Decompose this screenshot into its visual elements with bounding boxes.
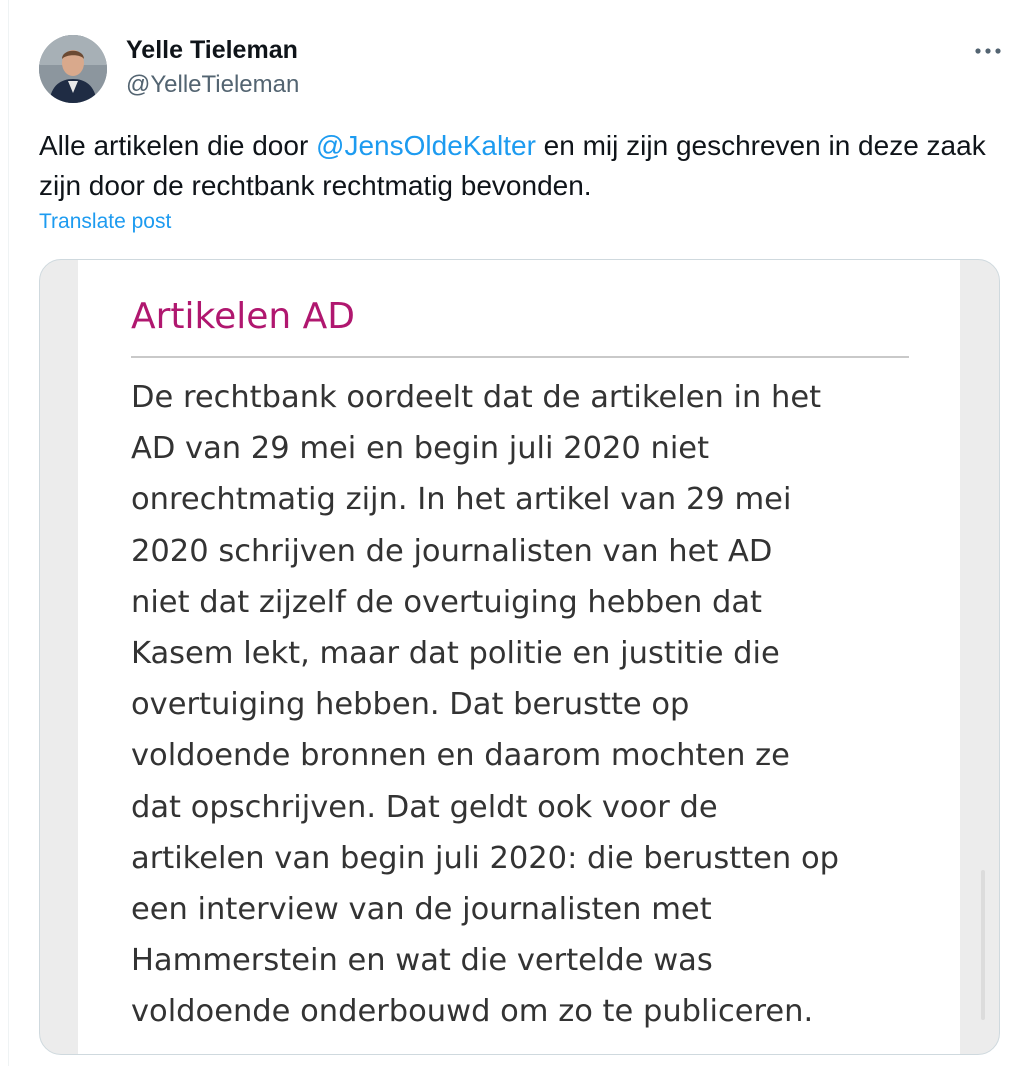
article-line: niet dat zijzelf de overtuiging hebben dat [131, 584, 762, 620]
article-line: voldoende onderbouwd om zo te publiceren. [131, 994, 814, 1030]
author-name[interactable]: Yelle Tieleman [126, 36, 298, 64]
article-line: dat opschrijven. Dat geldt ook voor de [131, 789, 718, 825]
tweet-text [39, 126, 999, 206]
document-page [78, 260, 960, 1055]
article-body [131, 372, 931, 1038]
avatar[interactable] [39, 35, 107, 103]
article-heading: Artikelen AD [131, 296, 356, 337]
article-line: 2020 schrijven de journalisten van het AD [131, 533, 773, 569]
more-options-button[interactable] [971, 36, 1005, 66]
article-line: voldoende bronnen en daarom mochten ze [131, 738, 790, 774]
heading-divider [131, 356, 909, 358]
more-horizontal-icon [971, 36, 1005, 66]
translate-post-link[interactable]: Translate post [39, 210, 172, 233]
attached-image[interactable] [39, 259, 1000, 1055]
article-line: onrechtmatig zijn. In het artikel van 29 mei [131, 482, 792, 518]
mention-link[interactable]: @JensOldeKalter [316, 130, 536, 161]
author-handle[interactable]: @YelleTieleman [126, 71, 300, 98]
article-line: overtuiging hebben. Dat berustte op [131, 687, 690, 723]
article-line: een interview van de journalisten met [131, 892, 712, 928]
article-line: Kasem lekt, maar dat politie en justitie die [131, 636, 780, 672]
article-line: Hammerstein en wat die vertelde was [131, 943, 713, 979]
tweet-text-start: Alle artikelen die door [39, 130, 317, 161]
article-line: De rechtbank oordeelt dat de artikelen in het [131, 380, 822, 415]
image-edge-shadow [981, 870, 985, 1020]
article-line: artikelen van begin juli 2020: die berustten op [131, 840, 839, 876]
tweet-text-end: en mij zijn geschreven in deze zaak zijn door de rechtbank rechtmatig bevonden. [39, 130, 986, 201]
tweet [8, 0, 1034, 1066]
article-line: AD van 29 mei en begin juli 2020 niet [131, 431, 710, 467]
